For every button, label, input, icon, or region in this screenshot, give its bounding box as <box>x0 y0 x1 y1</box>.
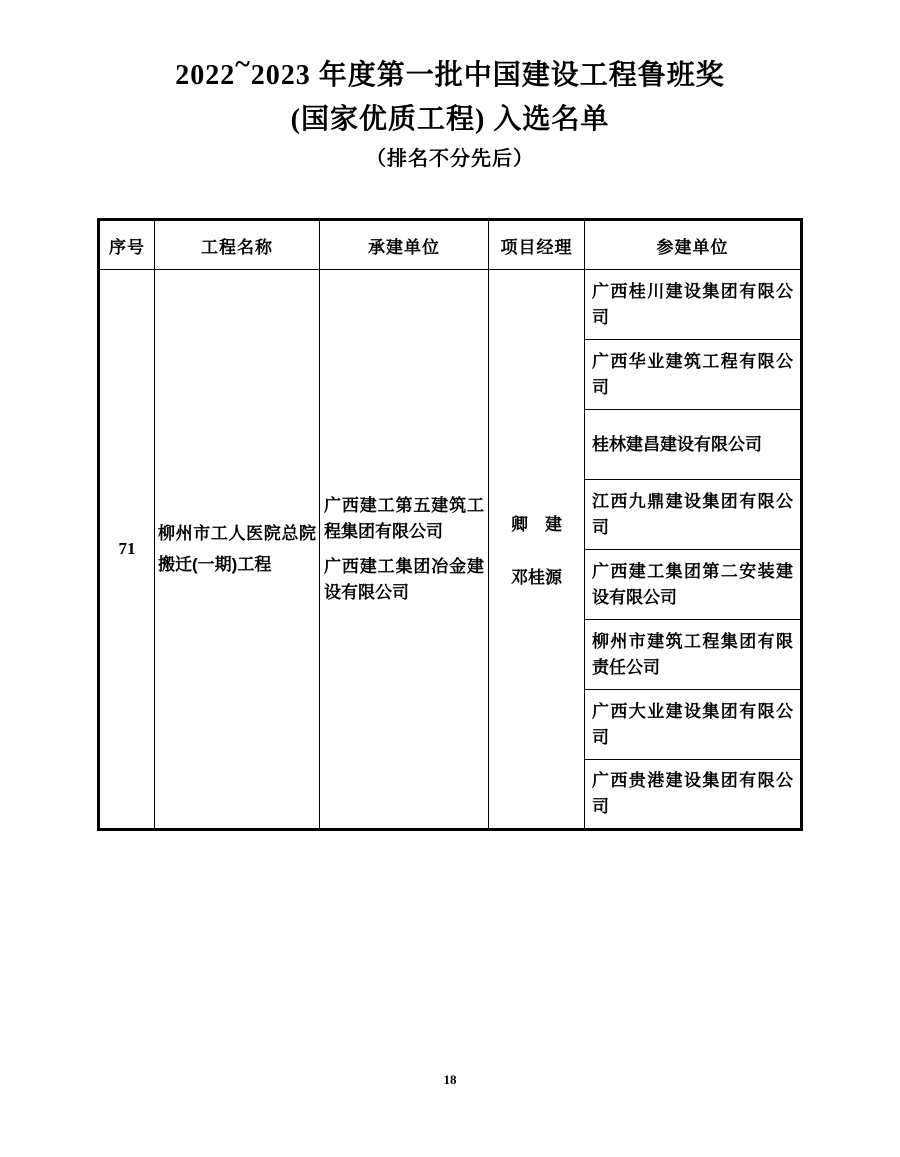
participant-cell: 广西建工集团第二安装建设有限公司 <box>585 550 802 620</box>
awards-table-container <box>97 218 803 831</box>
title-tilde: ~ <box>235 49 251 81</box>
seq-cell: 71 <box>99 270 155 830</box>
contractor-name: 广西建工集团冶金建设有限公司 <box>324 556 484 602</box>
column-header-project-name: 工程名称 <box>155 220 320 270</box>
manager-name: 邓桂源 <box>511 568 562 587</box>
column-header-contractor: 承建单位 <box>320 220 489 270</box>
title-year-prefix: 2022 <box>175 60 236 91</box>
awards-table <box>97 218 803 831</box>
manager-cell <box>489 270 585 830</box>
participant-cell: 广西桂川建设集团有限公司 <box>585 270 802 340</box>
participant-cell: 桂林建昌建设有限公司 <box>585 410 802 480</box>
participant-cell: 广西大业建设集团有限公司 <box>585 690 802 760</box>
participant-cell: 江西九鼎建设集团有限公司 <box>585 480 802 550</box>
page-number: 18 <box>443 1072 457 1087</box>
project-name-cell: 柳州市工人医院总院搬迁(一期)工程 <box>155 270 320 830</box>
table-row <box>99 270 802 340</box>
page-subtitle: （排名不分先后） <box>366 148 534 170</box>
page-title <box>0 49 900 142</box>
page-title-line1 <box>0 49 900 98</box>
page-title-line2: (国家优质工程) 入选名单 <box>290 104 610 135</box>
column-header-project-manager: 项目经理 <box>489 220 585 270</box>
contractor-name: 广西建工第五建筑工程集团有限公司 <box>324 495 484 541</box>
manager-name: 卿 建 <box>511 515 562 534</box>
title-year-rest: 2023 年度第一批中国建设工程鲁班奖 <box>250 60 725 91</box>
contractor-cell <box>320 270 489 830</box>
table-header-row <box>99 220 802 270</box>
participant-cell: 广西华业建筑工程有限公司 <box>585 340 802 410</box>
column-header-participants: 参建单位 <box>585 220 802 270</box>
participant-cell: 广西贵港建设集团有限公司 <box>585 760 802 830</box>
column-header-seq: 序号 <box>99 220 155 270</box>
participant-cell: 柳州市建筑工程集团有限责任公司 <box>585 620 802 690</box>
